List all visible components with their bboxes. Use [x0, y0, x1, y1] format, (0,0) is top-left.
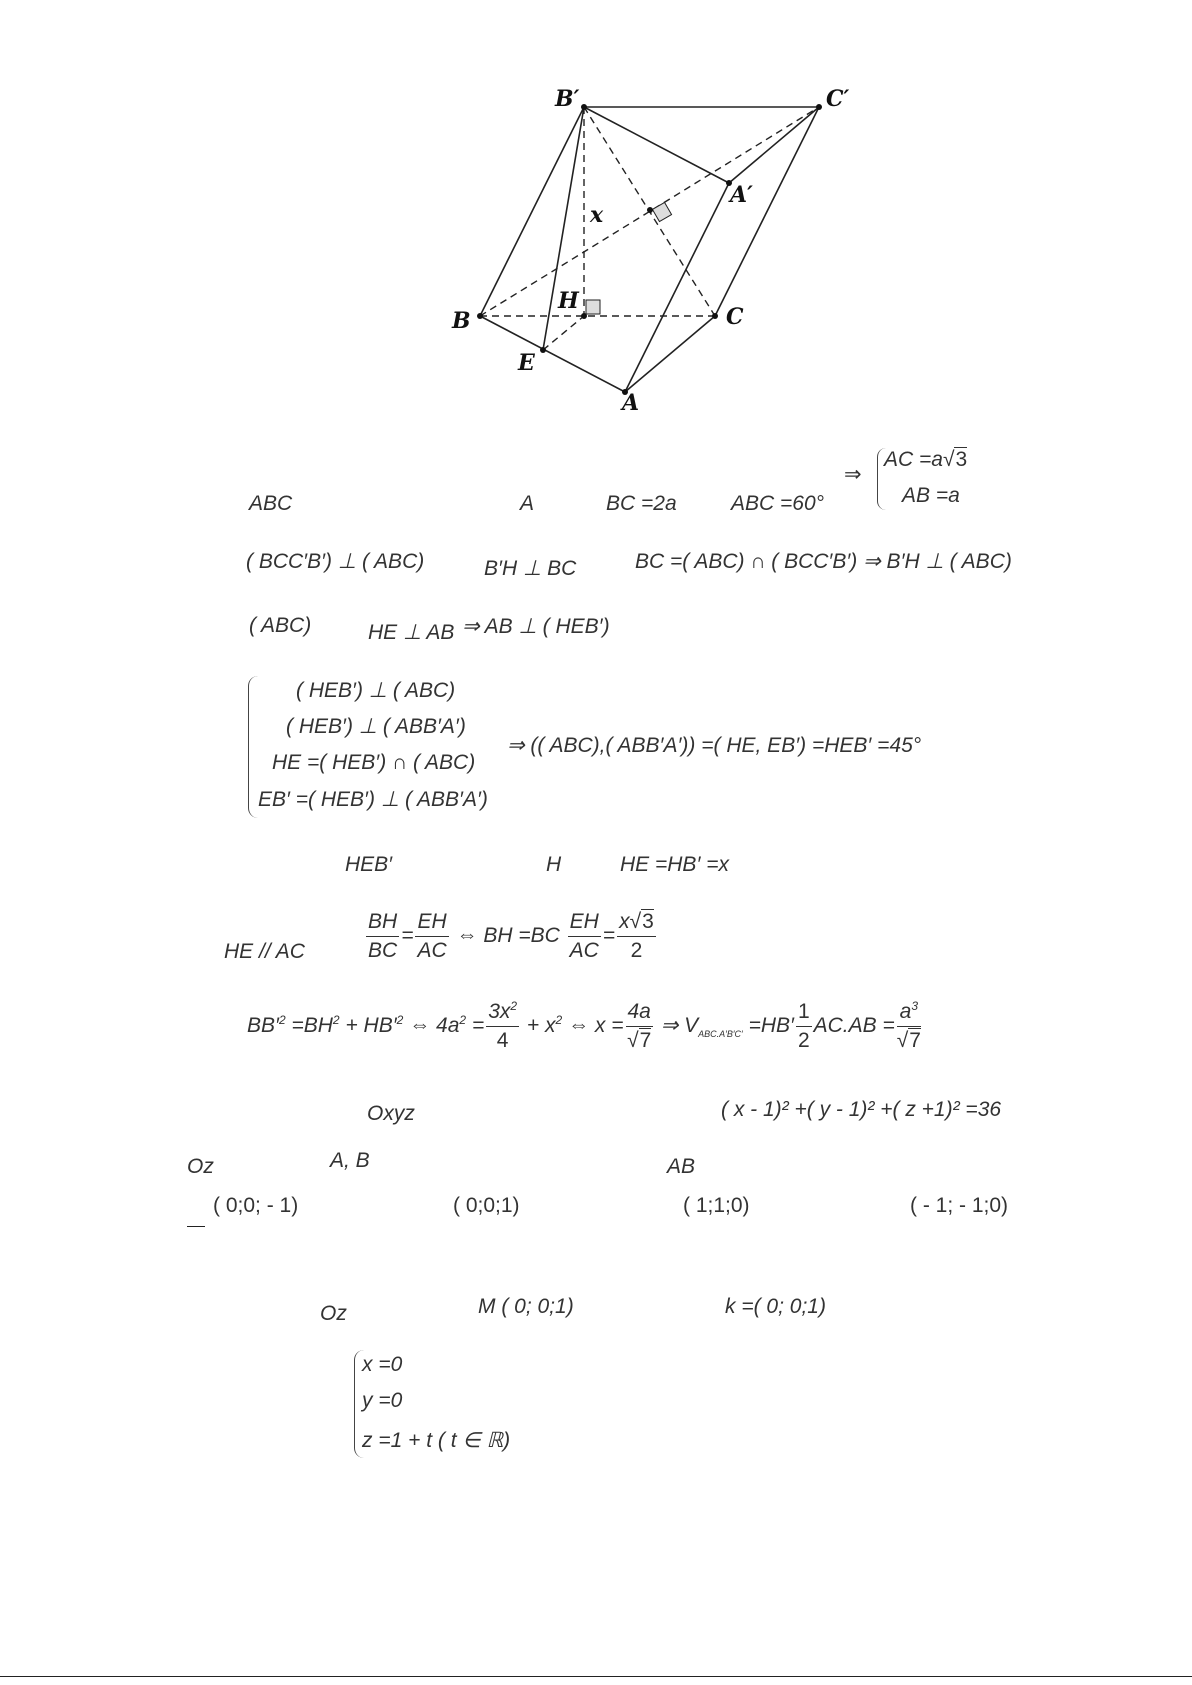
s-m: M ( 0; 0;1): [478, 1295, 574, 1318]
sys1-rhs: ⇒ (( ABC),( ABB′A′)) =( HE, EB′) =HEB′ =45°: [507, 734, 922, 757]
label-b: B: [452, 308, 471, 334]
l6-p1: HE // AC: [224, 940, 305, 963]
label-x: x: [590, 202, 604, 228]
prism-figure: [0, 0, 1192, 420]
l1-angle: ABC =60°: [731, 492, 825, 515]
l5-p1: HEB′: [345, 853, 393, 876]
l1-ab: AB =a: [902, 484, 960, 507]
l1-bc: BC =2a: [606, 492, 677, 515]
l3-p1: ( ABC): [249, 614, 312, 637]
label-c: C: [726, 304, 744, 330]
page-bottom-rule: [0, 1676, 1192, 1677]
l3-p3: ⇒ AB ⊥ ( HEB′): [462, 615, 610, 638]
l2-p1: ( BCC′B′) ⊥ ( ABC): [246, 550, 425, 573]
option-c[interactable]: ( 1;1;0): [683, 1194, 750, 1217]
answer-mark: [187, 1226, 205, 1227]
l2-p3: BC =( ABC) ∩ ( BCC′B′) ⇒ B′H ⊥ ( ABC): [635, 550, 1012, 573]
q-ab2: AB: [667, 1155, 696, 1178]
l7-eq: $BB'^2 =BH^2 + HB'^2$ ⇔ $4a^2$ = $\frac{3x^2}{4}$ + $x^2$ ⇔ x = $\frac{4a}{√7}$ ⇒ $V_{ABC.A'B'C'} =HB'$ $\frac{1}{2}$ AC.AB = $\frac{a^3}{√7}$: [247, 999, 921, 1052]
sys1-r1: ( HEB′) ⊥ ( ABC): [296, 679, 456, 702]
right-angle-marker-mid: [652, 202, 671, 221]
label-a-prime: A′: [730, 182, 753, 208]
l3-p2: HE ⊥ AB: [368, 621, 455, 644]
l1-implies: ⇒: [844, 463, 862, 486]
option-a[interactable]: ( 0;0; - 1): [213, 1194, 299, 1217]
option-b[interactable]: ( 0;0;1): [453, 1194, 520, 1217]
l5-p2: H: [546, 853, 562, 876]
l1-abc: ABC: [249, 492, 293, 515]
l2-p2: B′H ⊥ BC: [484, 557, 577, 580]
s-k: k =( 0; 0;1): [725, 1295, 826, 1318]
q-oxyz: Oxyz: [367, 1102, 415, 1125]
label-a: A: [622, 390, 640, 416]
q-ab: A, B: [330, 1149, 370, 1172]
label-h: H: [558, 288, 579, 314]
label-e: E: [518, 350, 535, 376]
l1-a: A: [520, 492, 535, 515]
s-e1: x =0: [362, 1353, 403, 1376]
option-d[interactable]: ( - 1; - 1;0): [910, 1194, 1009, 1217]
sys1-r4: EB′ =( HEB′) ⊥ ( ABB′A′): [258, 788, 488, 811]
sys1-r2: ( HEB′) ⊥ ( ABB′A′): [286, 715, 466, 738]
l5-p3: HE =HB′ =x: [620, 853, 729, 876]
l1-ac: AC =a√3: [884, 448, 968, 471]
right-angle-marker-h: [586, 300, 600, 314]
label-b-prime: B′: [555, 86, 580, 112]
sys1-r3: HE =( HEB′) ∩ ( ABC): [272, 751, 476, 774]
q-oz: Oz: [187, 1155, 214, 1178]
s-oz: Oz: [320, 1302, 347, 1325]
s-e2: y =0: [362, 1389, 403, 1412]
s-e3: z =1 + t ( t ∈ ℝ): [362, 1429, 511, 1452]
l6-eq: $\frac{BH}{BC}$ = $\frac{EH}{AC}$ ⇔ BH =BC $\frac{EH}{AC}$ = $\frac{x√3}{2}$: [368, 910, 654, 962]
q-equation: ( x - 1)² +( y - 1)² +( z +1)² =36: [721, 1098, 1002, 1121]
label-c-prime: C′: [826, 86, 850, 112]
